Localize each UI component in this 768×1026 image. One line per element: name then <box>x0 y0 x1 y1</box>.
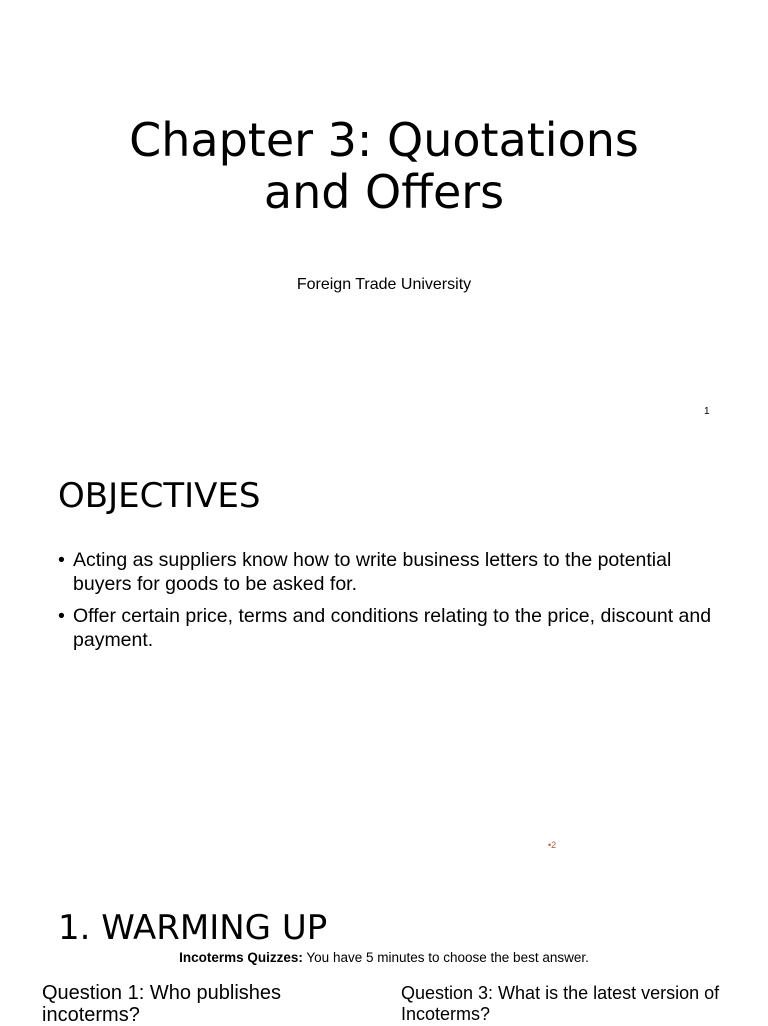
question-1: Question 1: Who publishes incoterms? <box>42 982 282 1026</box>
question-3: Question 3: What is the latest version of Incoterms? <box>401 983 720 1024</box>
page-number: •2 <box>548 840 557 850</box>
bullet-item <box>58 604 718 652</box>
slide-title <box>0 114 768 218</box>
slide-subtitle: Foreign Trade University <box>296 276 472 293</box>
bullet-marker: • <box>58 605 65 627</box>
slide-title: 1. WARMING UP <box>58 908 328 948</box>
bullet-text: Offer certain price, terms and conditions relating to the price, discount and payment. <box>73 605 712 651</box>
bullet-item <box>58 548 718 596</box>
slide-2 <box>0 434 768 868</box>
slide-title-line-1: Chapter 3: Quotations <box>129 113 639 167</box>
slide-title-line-2: and Offers <box>263 165 505 219</box>
slide-3 <box>0 868 768 1024</box>
bullet-list <box>58 548 718 660</box>
bullet-marker: • <box>58 549 65 571</box>
slide-1 <box>0 0 768 434</box>
page-number: 1 <box>704 406 710 417</box>
quiz-instruction <box>0 950 768 965</box>
quiz-instruction-label: Incoterms Quizzes: <box>179 950 303 965</box>
quiz-instruction-text: You have 5 minutes to choose the best answer. <box>302 950 589 965</box>
slide-title: OBJECTIVES <box>58 476 261 516</box>
bullet-text: Acting as suppliers know how to write business letters to the potential buyers for goods to be asked for. <box>73 549 672 595</box>
